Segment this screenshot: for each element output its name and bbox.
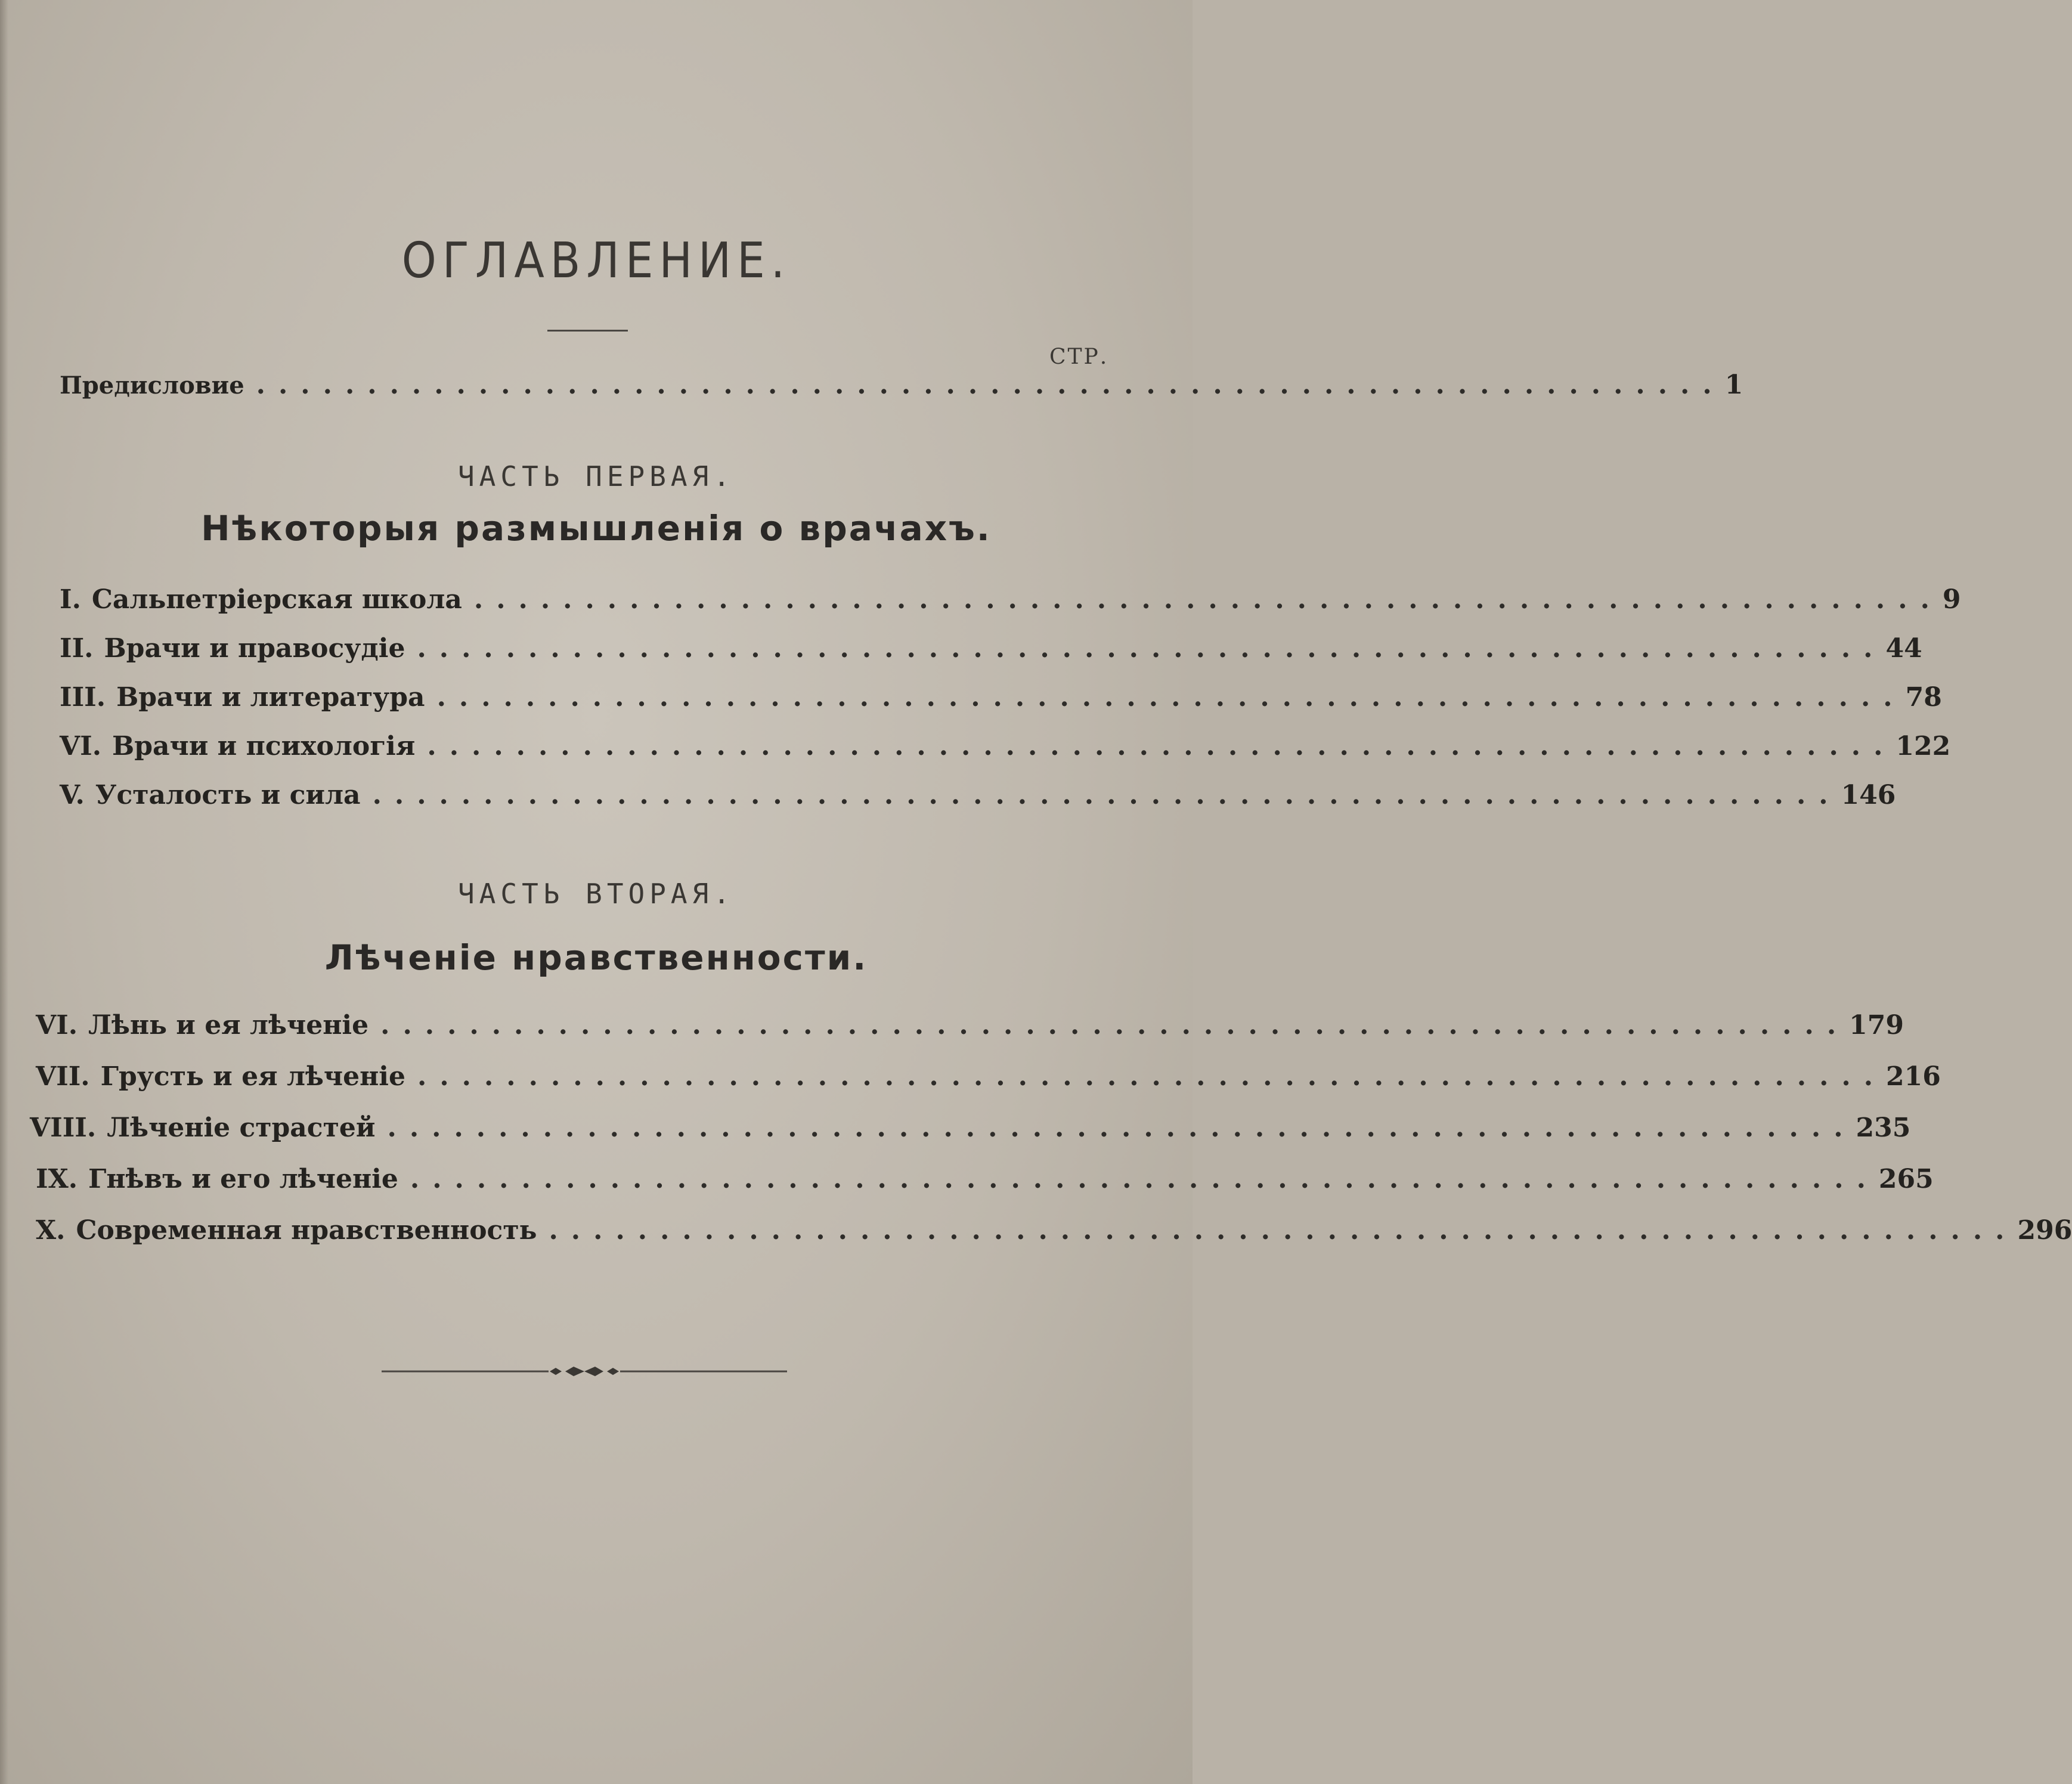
toc-entry-page: 146 bbox=[1841, 780, 1896, 810]
page-title: ОГЛАВЛЕНИЕ. bbox=[401, 233, 791, 289]
toc-entry-page: 1 bbox=[1724, 370, 1743, 400]
toc-entry-number: V. bbox=[60, 780, 85, 810]
toc-entry[interactable] bbox=[60, 584, 1961, 632]
toc-entry-name: Врачи и литература bbox=[116, 682, 425, 713]
toc-entry[interactable] bbox=[60, 682, 1942, 730]
leader-dots: .................................................................. bbox=[427, 731, 1896, 761]
toc-entry-number: VIII. bbox=[30, 1113, 97, 1143]
page-column-header: СТР. bbox=[1049, 345, 1109, 369]
toc-entry[interactable] bbox=[60, 780, 1896, 828]
toc-entry-page: 179 bbox=[1849, 1010, 1904, 1040]
leader-dots: .................................................................. bbox=[372, 780, 1841, 810]
leader-dots: .................................................................. bbox=[417, 633, 1886, 664]
toc-entry-page: 122 bbox=[1896, 731, 1951, 761]
toc-entry-page: 216 bbox=[1886, 1061, 1941, 1092]
leader-dots: .................................................................. bbox=[549, 1215, 2018, 1246]
toc-entry[interactable] bbox=[30, 1113, 1911, 1160]
toc-entry-page: 9 bbox=[1942, 584, 1961, 615]
leader-dots: .................................................................. bbox=[256, 370, 1725, 400]
toc-entry-name: Лѣченіе страстей bbox=[107, 1113, 376, 1143]
toc-entry-page: 78 bbox=[1905, 682, 1942, 713]
leader-dots: .................................................................. bbox=[473, 584, 1943, 615]
toc-entry-number: VI. bbox=[60, 731, 102, 761]
toc-entry-page: 265 bbox=[1878, 1164, 1934, 1194]
toc-entry-name: Усталость и сила bbox=[95, 780, 361, 810]
toc-entry[interactable] bbox=[60, 731, 1951, 779]
part-title: Нѣкоторыя размышленія о врачахъ. bbox=[201, 508, 992, 549]
toc-entry[interactable] bbox=[36, 1164, 1934, 1212]
toc-entry[interactable] bbox=[36, 1010, 1904, 1058]
toc-entry-number: I. bbox=[60, 584, 81, 615]
toc-entry-number: VII. bbox=[36, 1061, 90, 1092]
toc-entry-name: Врачи и психологія bbox=[112, 731, 416, 761]
toc-entry-page: 296 bbox=[2017, 1215, 2072, 1246]
leader-dots: .................................................................. bbox=[380, 1010, 1850, 1040]
part-label: ЧАСТЬ ПЕРВАЯ. bbox=[457, 460, 735, 493]
ornament-rule bbox=[382, 1362, 787, 1380]
part-label: ЧАСТЬ ВТОРАЯ. bbox=[457, 878, 735, 910]
part-title: Лѣченіе нравственности. bbox=[324, 937, 868, 978]
toc-entry-number: X. bbox=[36, 1215, 66, 1246]
leader-dots: .................................................................. bbox=[417, 1061, 1887, 1092]
toc-entry[interactable] bbox=[36, 1061, 1941, 1109]
toc-entry[interactable] bbox=[60, 633, 1922, 681]
toc-entry-name: Предисловие bbox=[60, 371, 244, 399]
toc-entry-name: Гнѣвъ и его лѣченіе bbox=[88, 1164, 398, 1194]
toc-entry-name: Современная нравственность bbox=[76, 1215, 537, 1246]
toc-entry-number: III. bbox=[60, 682, 106, 713]
toc-entry-page: 44 bbox=[1885, 633, 1922, 664]
toc-entry-name: Грусть и ея лѣченіе bbox=[100, 1061, 406, 1092]
toc-entry-number: VI. bbox=[36, 1010, 78, 1040]
toc-entry-name: Врачи и правосудіе bbox=[104, 633, 405, 664]
toc-entry-name: Лѣнь и ея лѣченіе bbox=[88, 1010, 369, 1040]
title-rule bbox=[547, 330, 628, 332]
toc-entry-number: II. bbox=[60, 633, 94, 664]
toc-entry-page: 235 bbox=[1856, 1113, 1911, 1143]
toc-entry-preface[interactable] bbox=[60, 370, 1743, 417]
toc-entry-name: Сальпетріерская школа bbox=[91, 584, 462, 615]
toc-entry[interactable] bbox=[36, 1215, 2072, 1263]
leader-dots: .................................................................. bbox=[410, 1164, 1879, 1194]
leader-dots: .................................................................. bbox=[436, 682, 1906, 713]
leader-dots: .................................................................. bbox=[387, 1113, 1856, 1143]
toc-entry-number: IX. bbox=[36, 1164, 78, 1194]
